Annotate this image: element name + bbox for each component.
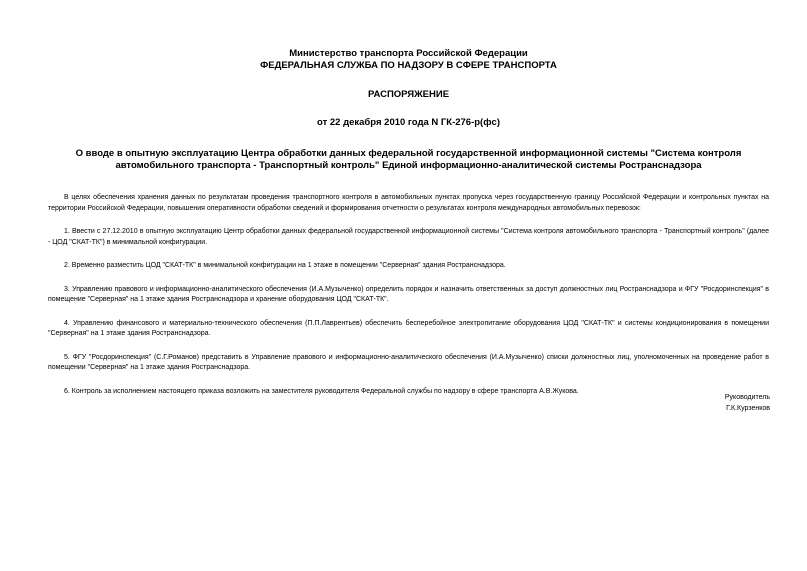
signatory-position: Руководитель <box>724 394 770 401</box>
item-5: 5. ФГУ "Росдоринспекция" (С.Г.Романов) представить в Управление правового и информационно-аналитического обеспечения (И.А.Музыченко) списки должностных лиц, уполномоченных на проведение работ в помещении "Серверная" на 1 этаже здания Ространснадзора. <box>48 353 769 371</box>
signature-block <box>725 392 770 414</box>
document-date-number: от 22 декабря 2010 года N ГК-276-р(фс) <box>317 117 500 128</box>
signatory-name: Г.К.Курзенков <box>726 405 770 412</box>
service-name: ФЕДЕРАЛЬНАЯ СЛУЖБА ПО НАДЗОРУ В СФЕРЕ ТРАНСПОРТА <box>260 60 557 71</box>
intro-paragraph: В целях обеспечения хранения данных по результатам проведения транспортного контроля в автомобильных пунктах пропуска через государственную границу Российской Федерации и контрольных пунктах на территории Российской Федерации, повышения оперативности обработки сведений и формирования отчетности о результатах контроля международных автомобильных перевозок: <box>48 194 769 212</box>
document-title: О вводе в опытную эксплуатацию Центра обработки данных федеральной государственной информационной системы "Система контроля автомобильного транспорта - Транспортный контроль" Единой информационно-аналитической системы Ространснадзора <box>75 148 742 171</box>
item-2: 2. Временно разместить ЦОД "СКАТ-ТК" в минимальной конфигурации на 1 этаже в помещении "Серверная" здания Ространснадзора. <box>64 262 506 269</box>
item-1: 1. Ввести с 27.12.2010 в опытную эксплуатацию Центр обработки данных федеральной государственной информационной системы "Система контроля автомобильного транспорта - Транспортный контроль" (далее - ЦОД "СКАТ-ТК") в минимальной конфигурации. <box>48 228 769 246</box>
item-3: 3. Управлению правового и информационно-аналитического обеспечения (И.А.Музыченко) определить порядок и назначить ответственных за доступ должностных лиц Ространснадзора и ФГУ "Росдоринспекция" в помещение "Серверная" на 1 этаже здания Ространснадзора и хранение оборудования ЦОД "СКАТ-ТК". <box>48 285 769 303</box>
ministry-name: Министерство транспорта Российской Федерации <box>289 48 528 59</box>
item-4: 4. Управлению финансового и материально-технического обеспечения (П.П.Лаврентьев) обеспечить бесперебойное электропитание оборудования ЦОД "СКАТ-ТК" и системы кондиционирования в помещении "Серверная" на 1 этаже здания Ространснадзора. <box>48 319 769 337</box>
document-type: РАСПОРЯЖЕНИЕ <box>367 89 450 100</box>
item-6: 6. Контроль за исполнением настоящего приказа возложить на заместителя руководителя Федеральной службы по надзору в сфере транспорта А.В.Жукова. <box>64 387 579 395</box>
